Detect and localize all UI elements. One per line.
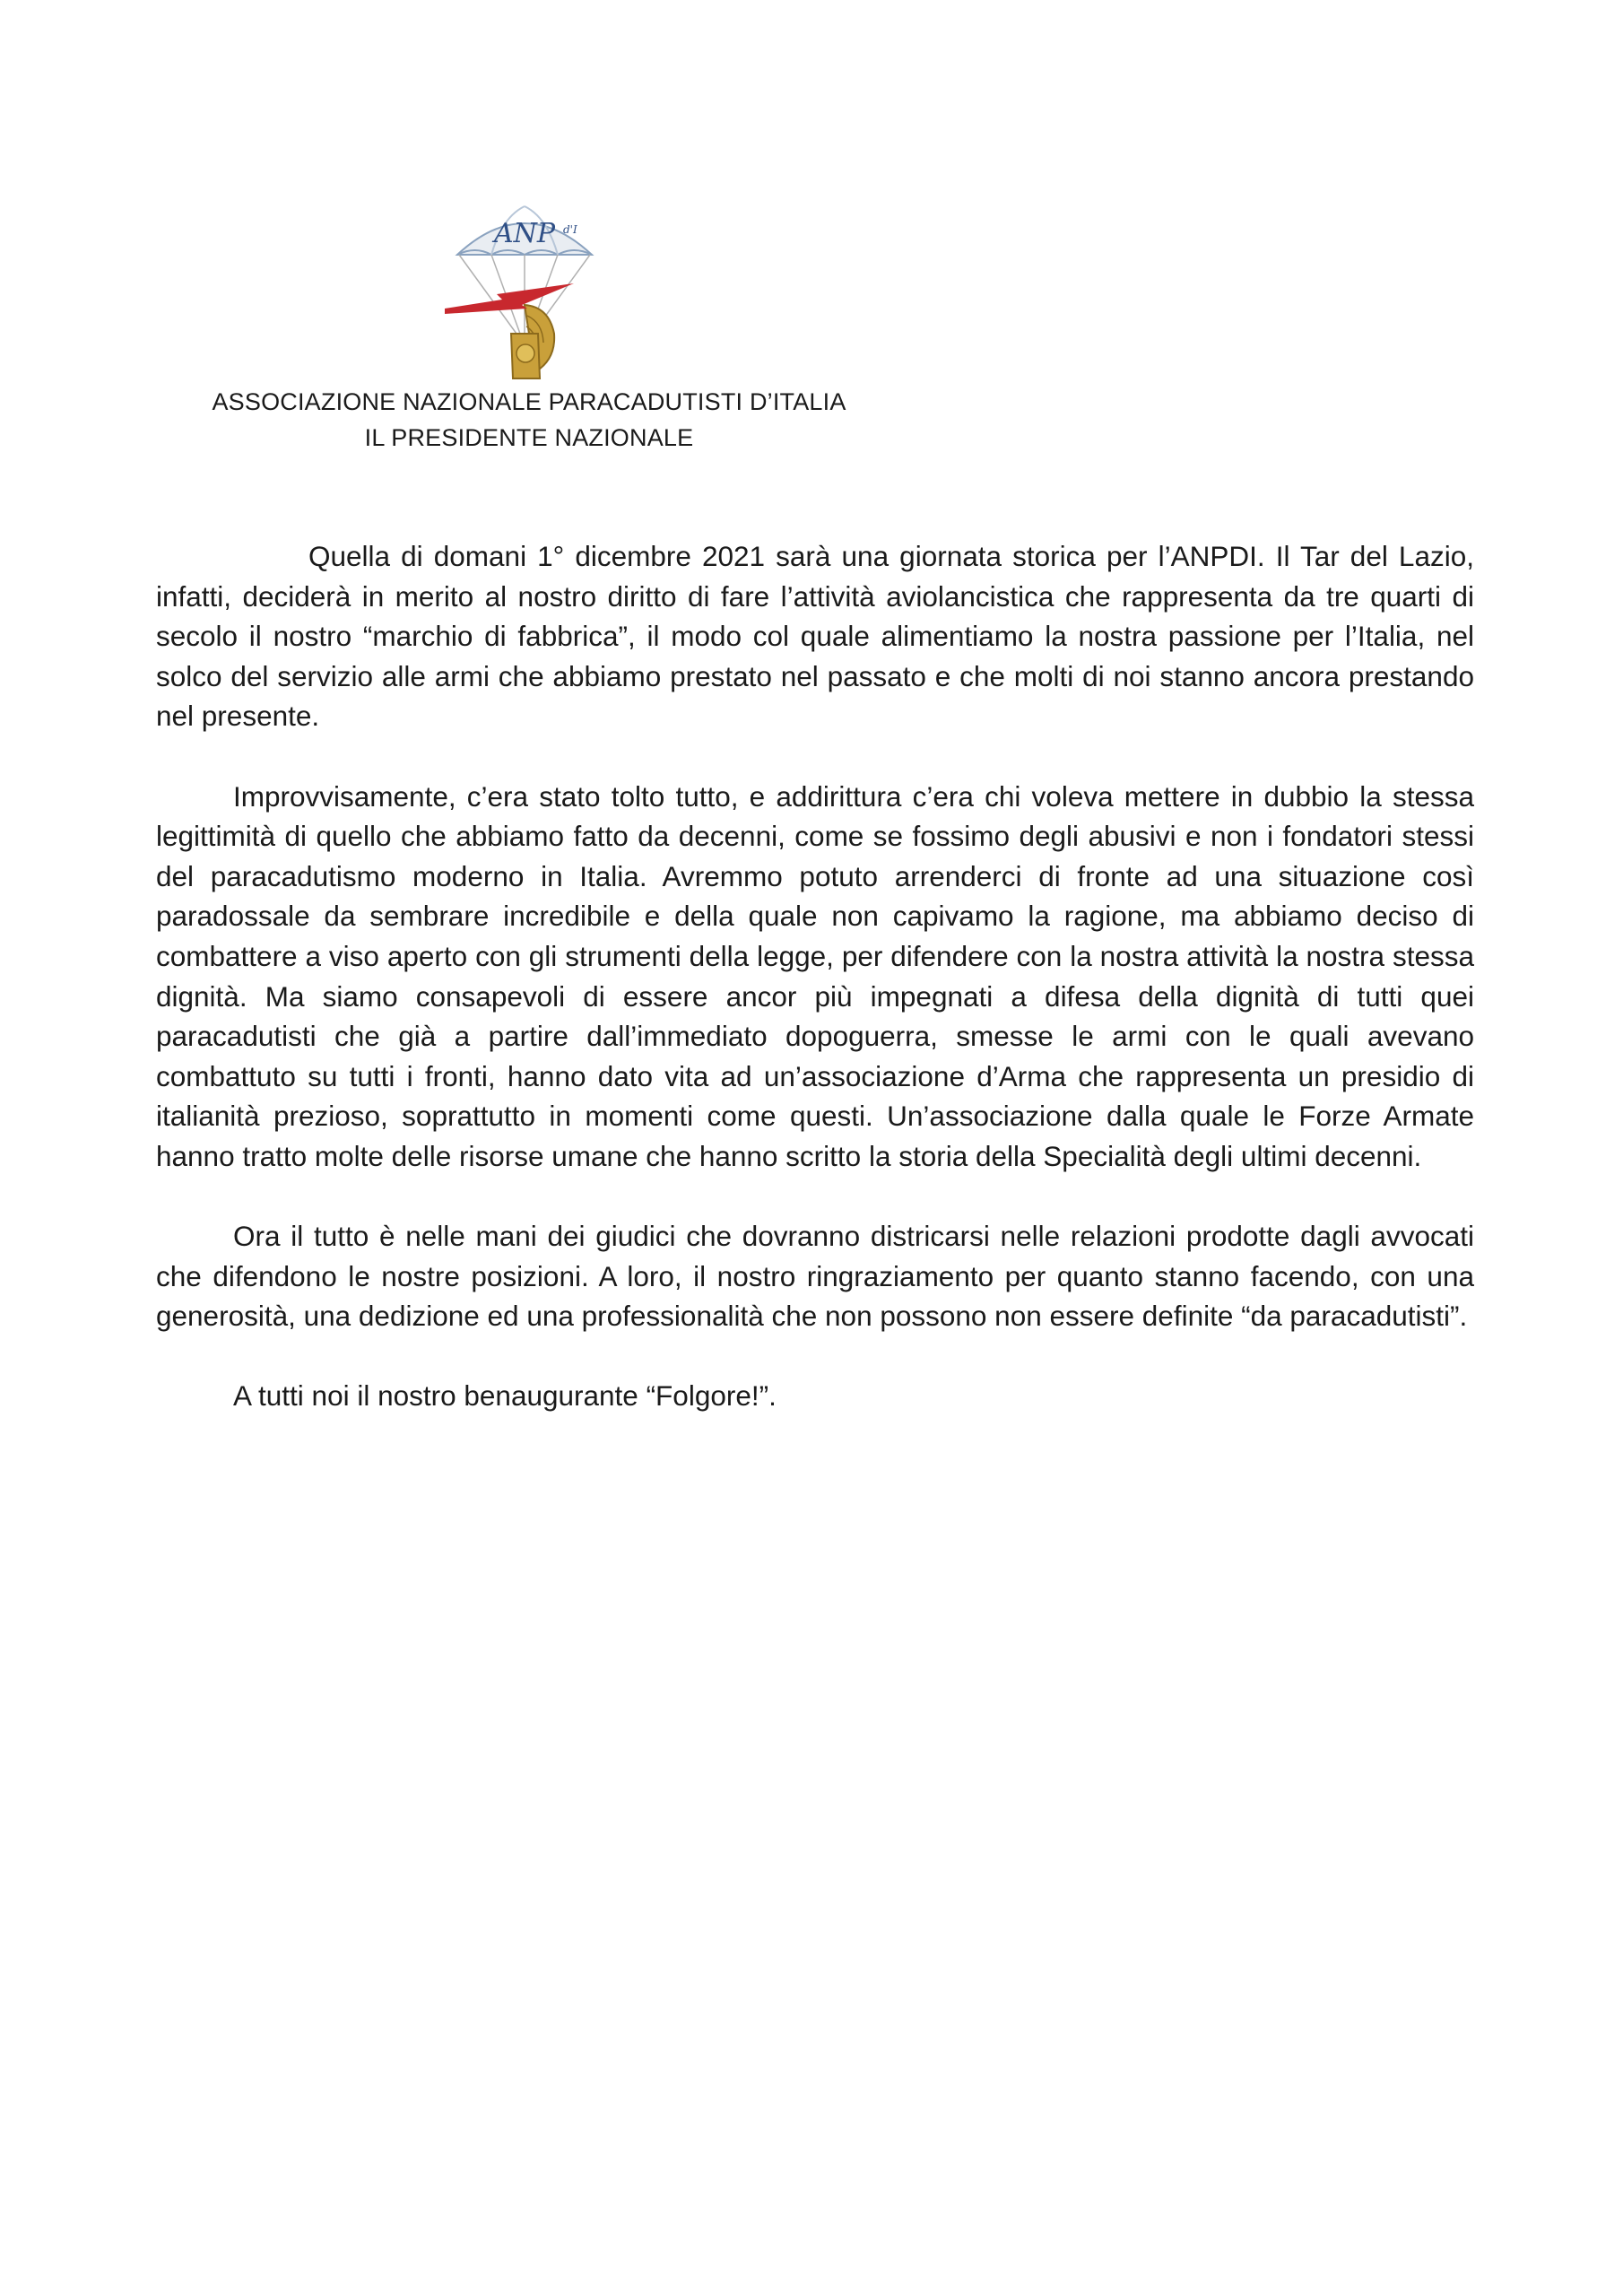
paragraph: Improvvisamente, c’era stato tolto tutto, e addirittura c’era chi voleva mettere in dubbio la stessa legittimità di quello che abbiamo fatto da decenni, come se fossimo degli abusivi e non i fondatori stessi del paracadutismo moderno in Italia. Avremmo potuto arrenderci di fronte ad una situazione così paradossale da sembrare incredibile e della quale non capivamo la ragione, ma abbiamo deciso di combattere a viso aperto con gli strumenti della legge, per difendere con la nostra attività la nostra stessa dignità. Ma siamo consapevoli di essere ancor più impegnati a difesa della dignità di tutti quei paracadutisti che già a partire dall’immediato dopoguerra, smesse le armi con le quali avevano combattuto su tutti i fronti, hanno dato vita ad un’associazione d’Arma che rappresenta un presidio di italianità prezioso, soprattutto in momenti come questi. Un’associazione dalla quale le Forze Armate hanno tratto molte delle risorse umane che hanno scritto la storia della Specialità degli ultimi decenni. <box>156 779 1474 1172</box>
president-title: IL PRESIDENTE NAZIONALE <box>364 424 694 451</box>
paragraph: Quella di domani 1° dicembre 2021 sarà una giornata storica per l’ANPDI. Il Tar del Lazio, infatti, deciderà in merito al nostro diritto di fare l’attività aviolancistica che rappresenta da tre quarti di secolo il nostro “marchio di fabbrica”, il modo col quale alimentiamo la nostra passione per l’Italia, nel solco del servizio alle armi che abbiamo prestato nel passato e che molti di noi stanno ancora prestando nel presente. <box>156 540 1474 733</box>
svg-text:d'I: d'I <box>563 223 577 236</box>
anpdi-parachute-emblem-logo <box>439 199 610 386</box>
paragraph: Ora il tutto è nelle mani dei giudici che dovranno districarsi nelle relazioni prodotte dagli avvocati che difendono le nostre posizioni. A loro, il nostro ringraziamento per quanto stanno facendo, con una generosità, una dedizione ed una professionalità che non possono non essere definite “da paracadutisti”. <box>156 1220 1474 1333</box>
org-header <box>161 384 897 456</box>
svg-text:ANP: ANP <box>493 218 556 249</box>
org-name: ASSOCIAZIONE NAZIONALE PARACADUTISTI D’ITALIA <box>212 388 846 415</box>
closing-paragraph: A tutti noi il nostro benaugurante “Folgore!”. <box>233 1379 777 1413</box>
letter-body <box>156 536 1474 1457</box>
